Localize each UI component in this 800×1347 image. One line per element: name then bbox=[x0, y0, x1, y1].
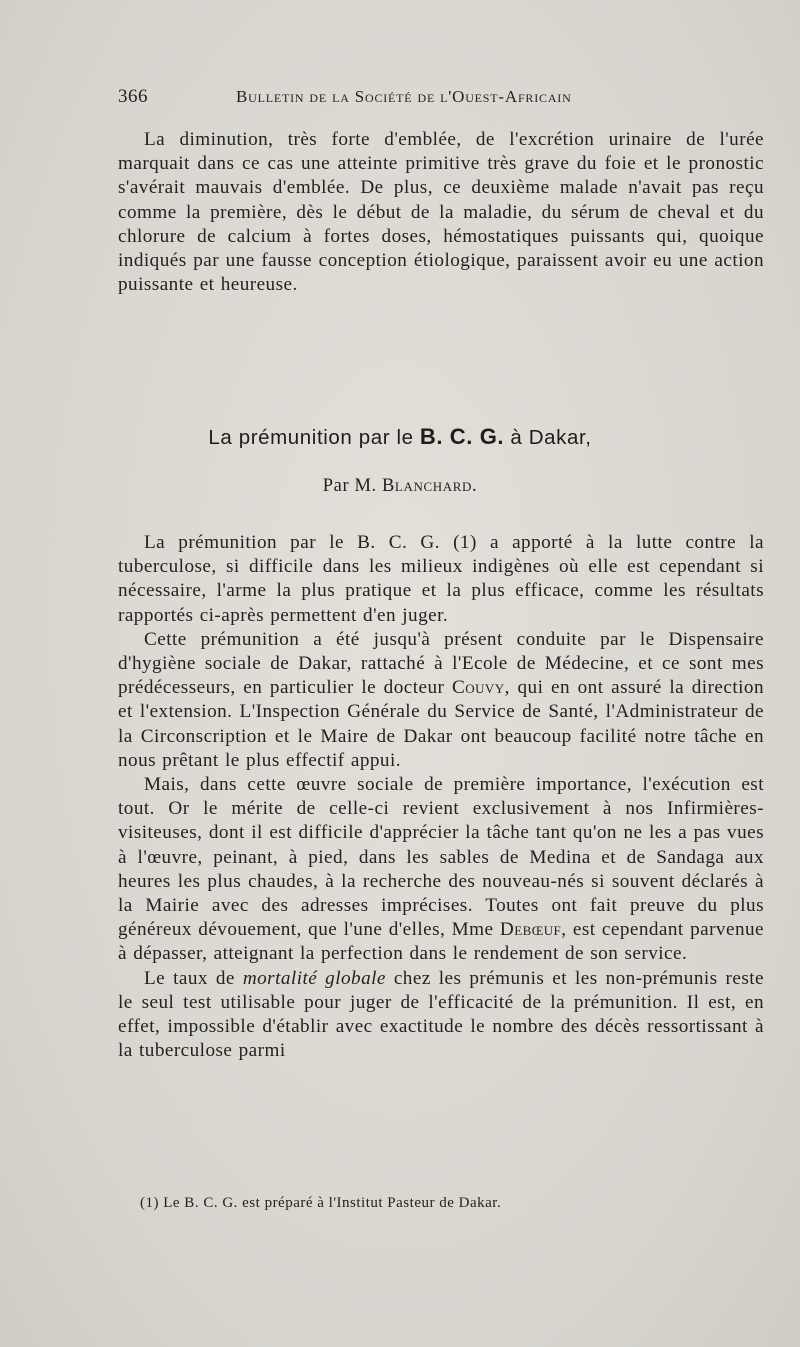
intro-text-block bbox=[118, 128, 764, 297]
paragraph-4 bbox=[118, 967, 764, 1064]
article-byline bbox=[0, 476, 800, 497]
paragraph-3-text-a: Mais, dans cette œuvre sociale de première importance, l'exécution est tout. Or le mérite de celle-ci revient exclusivement à nos Infirmières-visiteuses, dont il est difficile d'apprécier la tâche tant qu'on ne les a pas vues à l'œuvre, peinant, à pied, dans les sables de Medina et de Sandaga aux heures les plus chaudes, à la recherche des nouveau-nés si souvent déclarés à la Mairie avec des adresses imprécises. Toutes ont fait preuve du plus généreux dévouement, que l'une d'elles, Mme bbox=[118, 774, 764, 941]
byline-prefix: Par M. bbox=[322, 476, 382, 496]
footnote: (1) Le B. C. G. est préparé à l'Institut Pasteur de Dakar. bbox=[140, 1195, 502, 1211]
byline-author: Blanchard. bbox=[381, 476, 478, 496]
running-header bbox=[118, 86, 678, 112]
paragraph-4-text-b: chez les prémunis et les non-prémunis reste le seul test utilisable pour juger de l'efficacité de la prémunition. Il est, en effet, impossible d'établir avec exactitude le nombre des décès ressortissant à la tuberculose parmi bbox=[118, 967, 764, 1062]
intro-paragraph: La diminution, très forte d'emblée, de l'excrétion urinaire de l'urée marquait dans ce cas une atteinte primitive très grave du foie et le pronostic s'avérait mauvais d'emblée. De plus, ce deuxième malade n'avait pas reçu comme la première, dès le début de la maladie, du sérum de cheval et du chlorure de calcium à fortes doses, hémostatiques puissants qui, quoique indiqués par une fausse conception étiologique, paraissent avoir eu une action puissante et heureuse. bbox=[118, 129, 764, 296]
paragraph-2-name: Couvy bbox=[452, 677, 505, 699]
article-body bbox=[118, 531, 764, 1063]
paragraph-2 bbox=[118, 628, 764, 773]
paragraph-3 bbox=[118, 773, 764, 967]
article-title bbox=[0, 424, 800, 450]
paragraph-4-text-a: Le taux de bbox=[144, 967, 243, 989]
paragraph-3-text-b: , est cependant parvenue à dépasser, atteignant la perfection dans le rendement de son service. bbox=[118, 919, 764, 965]
article-title-part-2: à Dakar, bbox=[504, 426, 592, 449]
paragraph-2-text-a: Cette prémunition a été jusqu'à présent conduite par le Dispensaire d'hygiène sociale de Dakar, rattaché à l'Ecole de Médecine, et ce sont mes prédécesseurs, en particulier le docteur bbox=[118, 628, 764, 699]
paragraph-1: La prémunition par le B. C. G. (1) a apporté à la lutte contre la tuberculose, si difficile dans les milieux indigènes où elle est cependant si nécessaire, l'arme la plus pratique et la plus efficace, comme les résultats rapportés ci-après permettent d'en juger. bbox=[118, 532, 764, 626]
journal-title: Bulletin de la Société de l'Ouest-Africain bbox=[236, 87, 572, 106]
paragraph-2-text-b: , qui en ont assuré la direction et l'extension. L'Inspection Générale du Service de Santé, l'Administrateur de la Circonscription et le Maire de Dakar ont beaucoup facilité notre tâche en nous prêtant le plus effectif appui. bbox=[118, 677, 764, 771]
article-title-part-1: La prémunition par le bbox=[208, 426, 420, 449]
article-title-bcg: B. C. G. bbox=[419, 424, 505, 449]
paragraph-3-name: Debœuf bbox=[499, 919, 562, 941]
page-number: 366 bbox=[118, 86, 148, 107]
paragraph-4-emphasis: mortalité globale bbox=[242, 967, 386, 989]
